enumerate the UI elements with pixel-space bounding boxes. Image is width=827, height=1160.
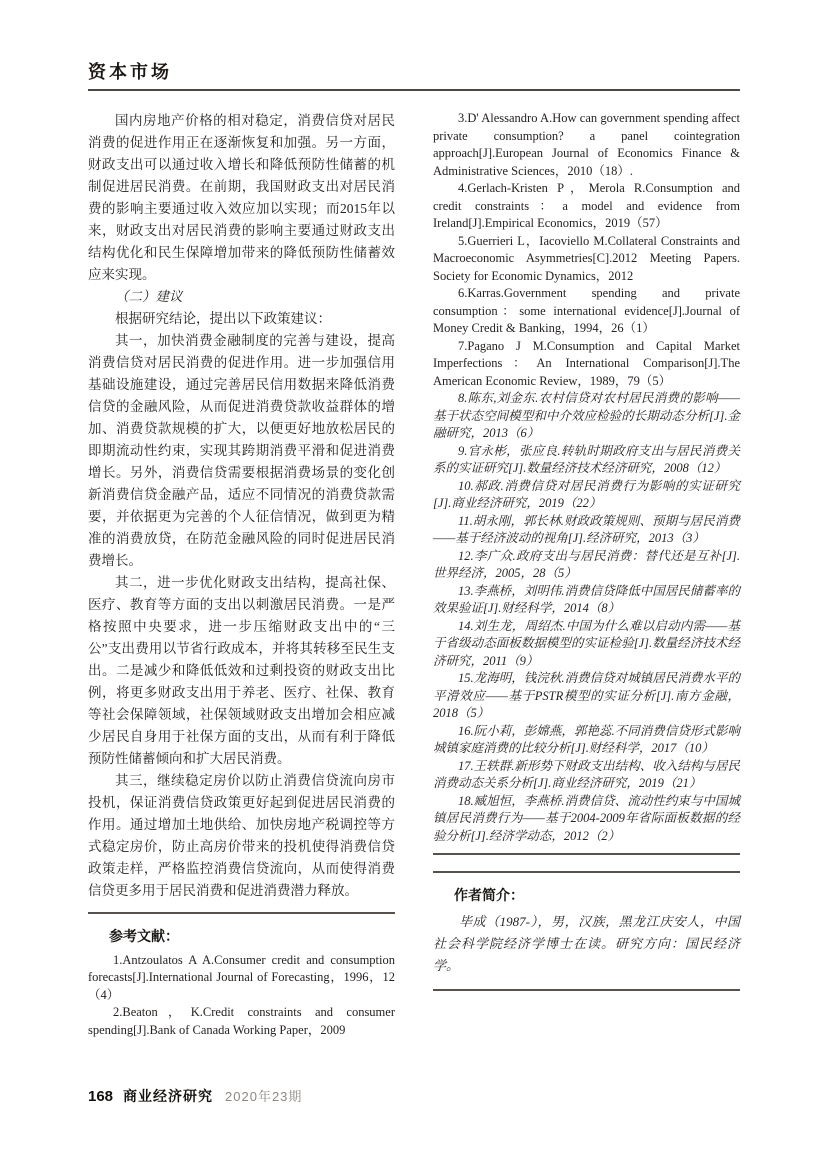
suggestion-paragraph: 其二，进一步优化财政支出结构，提高社保、医疗、教育等方面的支出以刺激居民消费。一是严格按照中央要求，进一步压缩财政支出中的“三公”支出费用以节省行政成本，并将其转移至民生支出。二是减少和降低低效和过剩投资的财政支出比例，将更多财政支出用于养老、医疗、社保、教育等社会保障领域，社保领域财政支出增加会相应减少居民自身用于社保方面的支出，从而有利于降低预防性储蓄倾向和扩大居民消费。 (88, 575, 395, 766)
section-heading: （二）建议 (115, 289, 183, 304)
reference-item: 9.官永彬，张应良.转轨时期政府支出与居民消费关系的实证研究[J].数量经济技术经济研究，2008（12） (433, 443, 740, 475)
reference-item: 16.阮小莉，彭嫦燕，郭艳蕊.不同消费信贷形式影响城镇家庭消费的比较分析[J].财经科学，2017（10） (433, 723, 740, 755)
reference-item: 14.刘生龙，周绍杰.中国为什么难以启动内需——基于省级动态面板数据模型的实证检验[J].数量经济技术经济研究，2011（9） (433, 618, 740, 668)
reference-item: 11.胡永刚，郭长林.财政政策规则、预期与居民消费——基于经济波动的视角[J].经济研究，2013（3） (433, 513, 740, 545)
references-heading: 参考文献： (109, 927, 179, 944)
reference-item: 13.李燕桥，刘明伟.消费信贷降低中国居民储蓄率的效果验证[J].财经科学，2014（8） (433, 583, 740, 615)
page-header-title: 资本市场 (88, 62, 172, 82)
reference-item: 10.郝政.消费信贷对居民消费行为影响的实证研究[J].商业经济研究，2019（22） (433, 478, 740, 510)
reference-item: 1.Antzoulatos A A.Consumer credit and consumption forecasts[J].International Journal of Forecasting，1996，12（4） (88, 952, 395, 1002)
reference-item: 12.李广众.政府支出与居民消费：替代还是互补[J].世界经济，2005，28（5） (433, 548, 740, 580)
right-column (433, 110, 740, 991)
reference-item: 7.Pagano J M.Consumption and Capital Market Imperfections：An International Comparison[J].The American Economic Review，1989，79（5） (433, 338, 740, 388)
reference-item: 18.臧旭恒，李燕桥.消费信贷、流动性约束与中国城镇居民消费行为——基于2004-2009年省际面板数据的经验分析[J].经济学动态，2012（2） (433, 793, 740, 843)
page-footer (88, 1086, 302, 1106)
reference-item: 8.陈东,刘金东.农村信贷对农村居民消费的影响——基于状态空间模型和中介效应检验的长期动态分析[J].金融研究，2013（6） (433, 391, 740, 440)
author-section-bottom-rule (433, 989, 740, 991)
divider-line-bottom (433, 871, 740, 873)
header-rule (88, 89, 740, 91)
reference-item: 2.Beaton，K.Credit constraints and consumer spending[J].Bank of Canada Working Paper，2009 (88, 1005, 395, 1037)
reference-item: 6.Karras.Government spending and private consumption：some international evidence[J].Journal of Money Credit & Banking，1994，26（1） (433, 286, 740, 335)
suggestion-paragraphs (88, 330, 395, 902)
references-divider (88, 912, 395, 914)
footer-issue: 2020年23期 (225, 1089, 303, 1104)
footer-journal-name: 商业经济研究 (123, 1088, 214, 1104)
author-section-divider (433, 853, 740, 873)
suggestion-intro: 根据研究结论，提出以下政策建议： (115, 311, 331, 326)
references-list-right (433, 110, 740, 845)
reference-item: 3.D' Alessandro A.How can government spending affect private consumption? a panel cointegration approach[J].European Journal of Economics Finance & Administrative Sciences，2010（18）. (433, 111, 740, 178)
footer-page-number: 168 (88, 1088, 114, 1105)
references-list-left (88, 952, 395, 1040)
reference-item: 15.龙海明，钱浣秋.消费信贷对城镇居民消费水平的平滑效应——基于PSTR模型的实证分析[J].南方金融，2018（5） (433, 671, 740, 720)
reference-item: 17.王轶群.新形势下财政支出结构、收入结构与居民消费动态关系分析[J].商业经济研究，2019（21） (433, 758, 740, 790)
left-column (88, 110, 395, 1039)
suggestion-paragraph: 其三，继续稳定房价以防止消费信贷流向房市投机，保证消费信贷政策更好起到促进居民消费的作用。通过增加土地供给、加快房地产税调控等方式稳定房价，防止高房价带来的投机使得消费信贷政策走样，严格监控消费信贷流向，从而使得消费信贷更多用于居民消费和促进消费潜力释放。 (88, 773, 395, 898)
divider-line-top (433, 853, 740, 855)
reference-item: 4.Gerlach-Kristen P，Merola R.Consumption and credit constraints：a model and evidence from Ireland[J].Empirical Economics，2019（57） (433, 181, 740, 230)
suggestion-paragraph: 其一，加快消费金融制度的完善与建设，提高消费信贷对居民消费的促进作用。进一步加强信用基础设施建设，通过完善居民信用数据来降低消费信贷的金融风险，从而促进消费贷款收益群体的增加、消费贷款规模的扩大，以便更好地放松居民的即期流动性约束，实现其跨期消费平滑和促进消费增长。另外，消费信贷需要根据消费场景的变化创新消费信贷金融产品，适应不同情况的消费贷款需要，并依据更为完善的个人征信情况，做到更为精准的消费放贷，在防范金融风险的同时促进居民消费增长。 (88, 333, 395, 568)
reference-item: 5.Guerrieri L，Iacoviello M.Collateral Constraints and Macroeconomic Asymmetries[C].2012 Meeting Papers. Society for Economic Dynamics，2012 (433, 233, 740, 283)
intro-paragraph: 国内房地产价格的相对稳定，消费信贷对居民消费的促进作用正在逐渐恢复和加强。另一方面，财政支出可以通过收入增长和降低预防性储蓄的机制促进居民消费。在前期，我国财政支出对居民消费的影响主要通过收入效应加以实现；而2015年以来，财政支出对居民消费的影响主要通过财政支出结构优化和民生保障增加带来的降低预防性储蓄效应来实现。 (88, 113, 395, 282)
author-heading: 作者简介： (454, 887, 524, 903)
author-bio: 毕成（1987-），男，汉族，黑龙江庆安人，中国社会科学院经济学博士在读。研究方向：国民经济学。 (433, 914, 740, 973)
